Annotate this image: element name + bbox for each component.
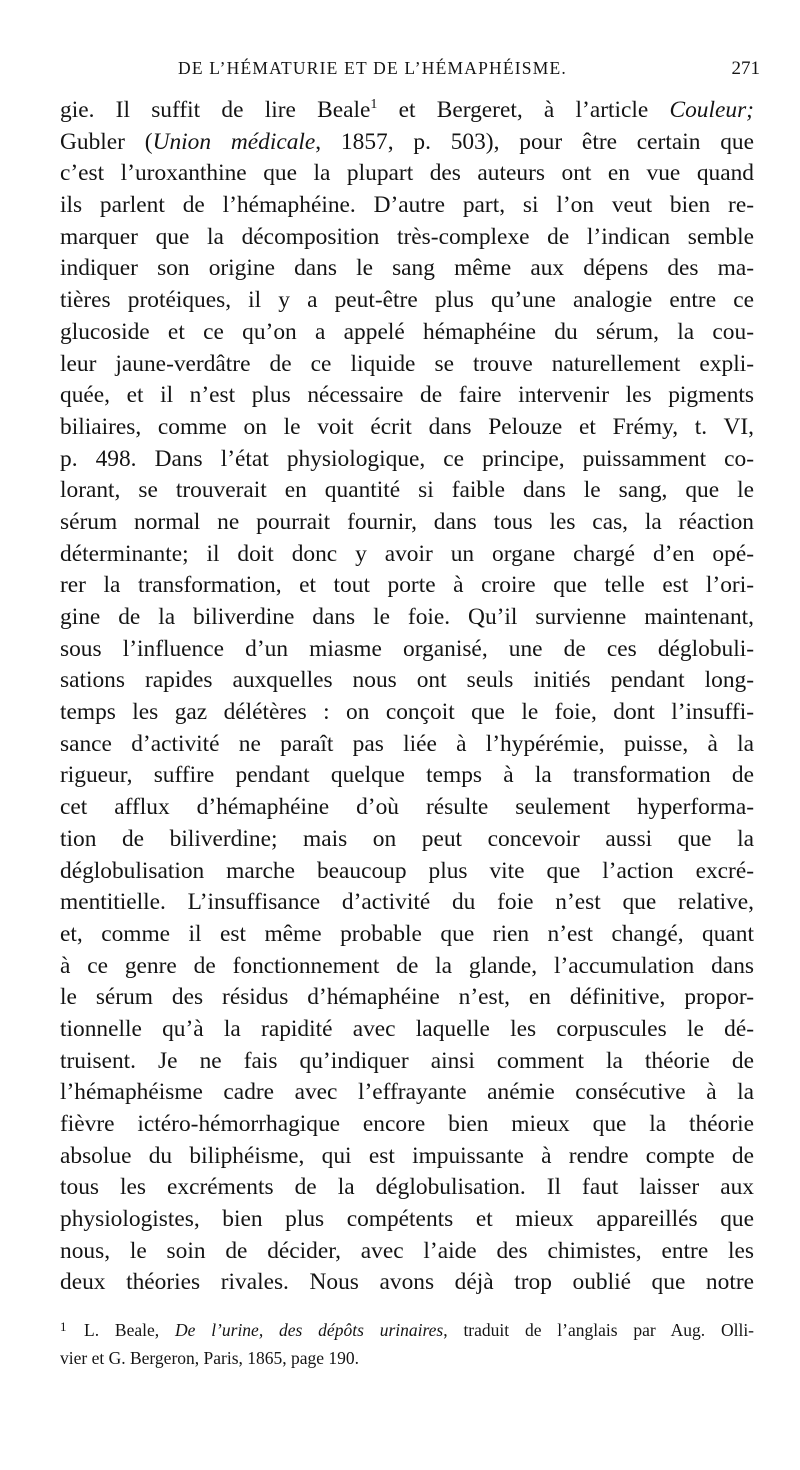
text-line: sance d’activité ne paraît pas liée à l’hypérémie, puisse, à la [60,730,754,757]
text-line: fièvre ictéro-hémorrhagique encore bien mieux que la théorie [60,1111,754,1137]
body-text [60,95,754,1299]
text-line: gine de la biliverdine dans le foie. Qu’il survienne maintenant, [60,604,754,630]
text-line: indiquer son origine dans le sang même aux dépens des ma- [60,255,754,282]
text-line: rer la transformation, et tout porte à croire que telle est l’ori- [60,572,754,599]
text-line: le sérum des résidus d’hémaphéine n’est, en définitive, propor- [60,984,754,1011]
footnote-line: 1 L. Beale, De l’urine, des dépôts urinaires, traduit de l’anglais par Aug. Olli- [60,1319,754,1340]
text-line: p. 498. Dans l’état physiologique, ce principe, puissamment co- [60,445,754,472]
text-line: ils parlent de l’hémaphéine. D’autre part, si l’on veut bien re- [60,192,754,219]
text-line: physiologistes, bien plus compétents et mieux appareillés que [60,1206,754,1233]
text-line: cet afflux d’hémaphéine d’où résulte seulement hyperforma- [60,794,754,821]
text-line: tionnelle qu’à la rapidité avec laquelle les corpuscules le dé- [60,1015,754,1042]
footnote-line: vier et G. Bergeron, Paris, 1865, page 190. [60,1348,360,1368]
text-line: déterminante; il doit donc y avoir un organe chargé d’en opé- [60,540,754,567]
page-number: 271 [731,58,760,79]
text-span: , traduit de l’anglais par Aug. Olli- [443,1320,754,1340]
text-line: absolue du biliphéisme, qui est impuissante à rendre compte de [60,1142,754,1169]
running-head [0,58,800,92]
text-span: et Bergeret, à l’article [377,97,670,123]
text-line: quée, et il n’est plus nécessaire de faire intervenir les pigments [60,382,754,409]
text-line: deux théories rivales. Nous avons déjà trop oublié que notre [60,1269,754,1296]
italic-title: Union médicale [152,128,316,155]
text-span: , 1857, p. 503), pour être certain que [315,128,754,155]
text-line: sérum normal ne pourrait fournir, dans tous les cas, la réaction [60,508,754,535]
text-line: sous l’influence d’un miasme organisé, une de ces déglobuli- [60,635,754,662]
text-span: L. Beale, [84,1320,175,1340]
text-line: l’hémaphéisme cadre avec l’effrayante anémie consécutive à la [60,1079,754,1106]
text-line: truisent. Je ne fais qu’indiquer ainsi comment la théorie de [60,1047,754,1074]
text-line: tion de biliverdine; mais on peut concevoir aussi que la [60,825,754,852]
italic-title: De l’urine, des dépôts urinaires [174,1320,444,1340]
text-line: tous les excréments de la déglobulisation. Il faut laisser aux [60,1174,754,1201]
running-head-title: DE L’HÉMATURIE ET DE L’HÉMAPHÉISME. [178,58,567,78]
text-line [60,127,754,159]
footnote-reference[interactable]: 1 [370,97,378,112]
text-line: leur jaune-verdâtre de ce liquide se trouve naturellement expli- [60,350,754,377]
text-line: lorant, se trouverait en quantité si faible dans le sang, que le [60,477,754,504]
text-span: Gubler ( [60,128,153,155]
text-line: tières protéiques, il y a peut-être plus qu’une analogie entre ce [60,287,754,314]
italic-term: Couleur; [669,97,754,123]
text-line: c’est l’uroxanthine que la plupart des auteurs ont en vue quand [60,160,754,187]
text-line: mentitielle. L’insuffisance d’activité du foie n’est que relative, [60,889,754,916]
text-line: marquer que la décomposition très-complexe de l’indican semble [60,223,754,250]
text-line: déglobulisation marche beaucoup plus vite que l’action excré- [60,857,754,884]
text-line: temps les gaz délétères : on conçoit que le foie, dont l’insuffi- [60,699,754,726]
text-line: glucoside et ce qu’on a appelé hémaphéine du sérum, la cou- [60,318,754,345]
text-line: rigueur, suffire pendant quelque temps à la transformation de [60,762,754,789]
text-line: sations rapides auxquelles nous ont seuls initiés pendant long- [60,667,754,694]
text-line: à ce genre de fonctionnement de la glande, l’accumulation dans [60,952,754,979]
text-line: biliaires, comme on le voit écrit dans Pelouze et Frémy, t. VI, [60,413,754,440]
text-line: nous, le soin de décider, avec l’aide des chimistes, entre les [60,1237,754,1264]
text-line [60,95,754,127]
footnotes [60,1316,754,1372]
text-line: et, comme il est même probable que rien n’est changé, quant [60,920,754,947]
text-span: gie. Il suffit de lire Beale [60,97,371,123]
